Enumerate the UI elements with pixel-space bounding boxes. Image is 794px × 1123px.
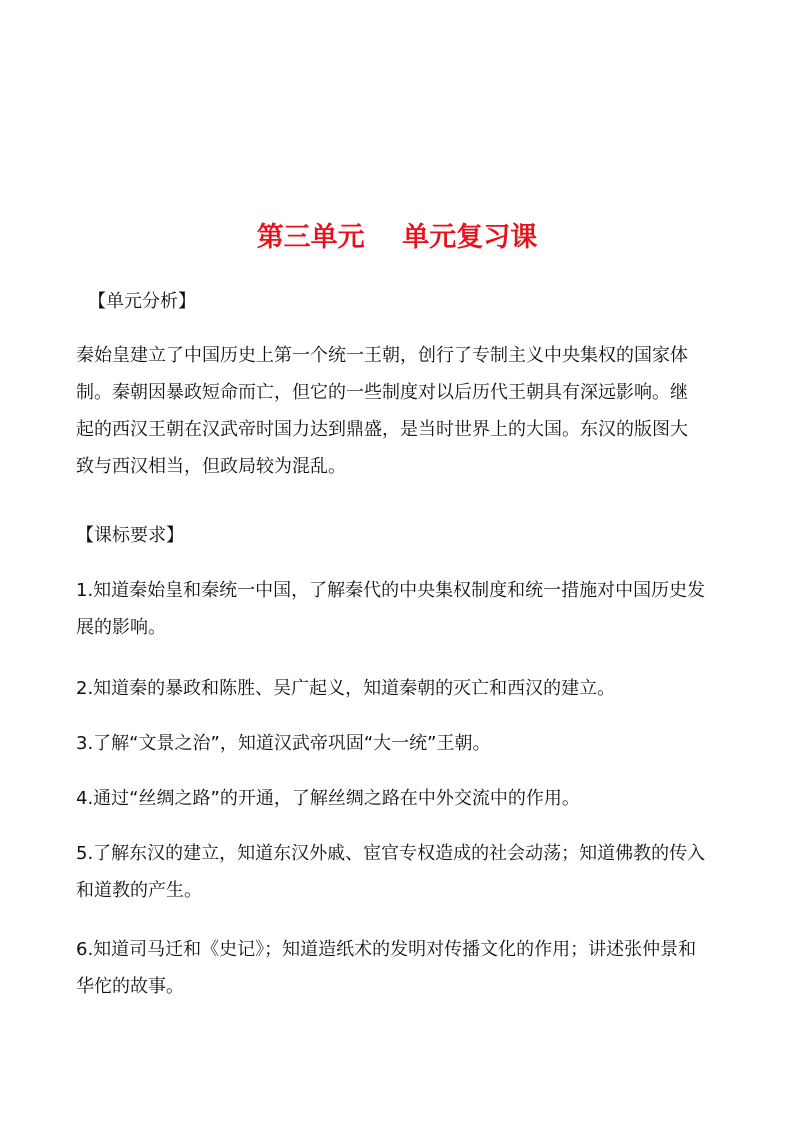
requirement-line: 3.了解“文景之治”，知道汉武帝巩固“大一统”王朝。 (76, 733, 491, 754)
section-heading-unit-analysis: 【单元分析】 (88, 291, 196, 312)
requirement-line: 展的影响。 (76, 617, 166, 638)
page-title: 第三单元 单元复习课 (256, 222, 538, 253)
requirement-item-5 (76, 835, 720, 909)
requirement-line: 5.了解东汉的建立，知道东汉外戚、宦官专权造成的社会动荡；知道佛教的传入 (76, 843, 706, 864)
requirement-line: 2.知道秦的暴政和陈胜、吴广起义，知道秦朝的灭亡和西汉的建立。 (76, 678, 616, 699)
unit-analysis-paragraph (76, 337, 720, 485)
requirement-item-3 (76, 725, 720, 762)
requirement-item-1 (76, 572, 720, 646)
requirement-item-6 (76, 931, 720, 1005)
requirement-line: 和道教的产生。 (76, 880, 202, 901)
requirement-line: 1.知道秦始皇和秦统一中国，了解秦代的中央集权制度和统一措施对中国历史发 (76, 580, 706, 601)
requirement-line: 华佗的故事。 (76, 976, 184, 997)
paragraph-line: 起的西汉王朝在汉武帝时国力达到鼎盛，是当时世界上的大国。东汉的版图大 (76, 419, 688, 440)
requirement-line: 4.通过“丝绸之路”的开通，了解丝绸之路在中外交流中的作用。 (76, 788, 580, 809)
paragraph-line: 秦始皇建立了中国历史上第一个统一王朝，创行了专制主义中央集权的国家体 (76, 345, 688, 366)
requirement-item-2 (76, 670, 720, 707)
paragraph-line: 制。秦朝因暴政短命而亡，但它的一些制度对以后历代王朝具有深远影响。继 (76, 382, 688, 403)
section-heading-curriculum-requirements: 【课标要求】 (76, 525, 184, 546)
requirement-line: 6.知道司马迁和《史记》；知道造纸术的发明对传播文化的作用；讲述张仲景和 (76, 939, 697, 960)
paragraph-line: 致与西汉相当，但政局较为混乱。 (76, 456, 346, 477)
requirement-item-4 (76, 780, 720, 817)
